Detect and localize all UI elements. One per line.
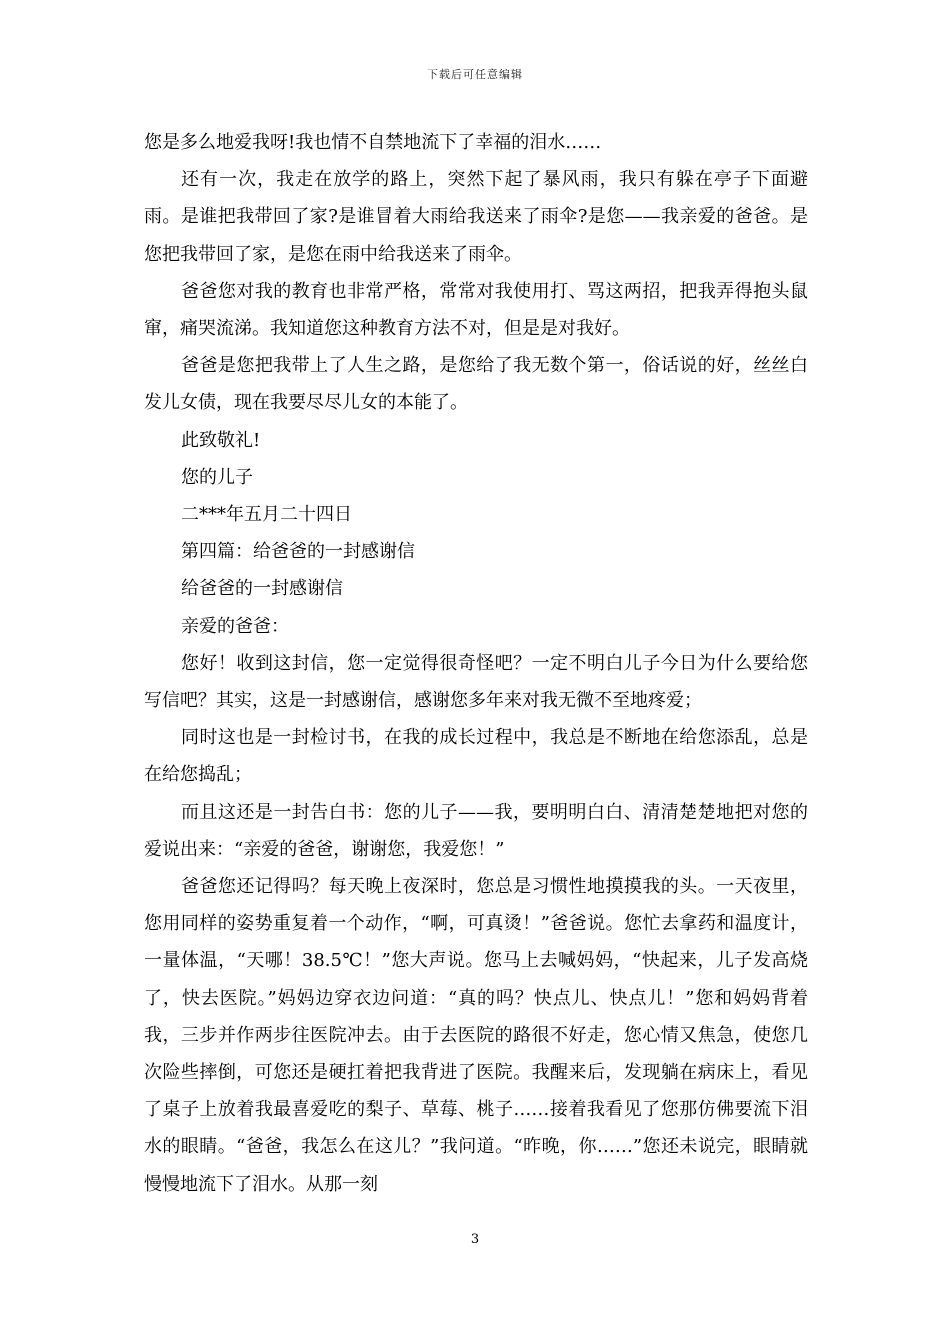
paragraph-5: 您好！收到这封信，您一定觉得很奇怪吧？一定不明白儿子今日为什么要给您写信吧？其实，这是一封感谢信，感谢您多年来对我无微不至地疼爱； xyxy=(144,652,808,712)
paragraph-4: 爸爸是您把我带上了人生之路，是您给了我无数个第一，俗话说的好，丝丝白发儿女债，现在我要尽尽儿女的本能了。 xyxy=(144,355,808,414)
letter-title: 给爸爸的一封感谢信 xyxy=(181,578,343,600)
letter-greeting: 亲爱的爸爸： xyxy=(181,615,289,637)
letter-date: 二***年五月二十四日 xyxy=(181,504,352,526)
paragraph-1: 您是多么地爱我呀!我也情不自禁地流下了幸福的泪水…… xyxy=(144,132,602,153)
paragraph-2: 还有一次，我走在放学的路上，突然下起了暴风雨，我只有躲在亭子下面避雨。是谁把我带回了家?是谁冒着大雨给我送来了雨伞?是您——我亲爱的爸爸。是您把我带回了家，是您在雨中给我送来了雨伞。 xyxy=(144,169,808,265)
page-number: 3 xyxy=(470,1232,480,1247)
paragraph-7: 而且这还是一封告白书：您的儿子——我，要明明白白、清清楚楚地把对您的爱说出来：“亲爱的爸爸，谢谢您，我爱您！” xyxy=(144,801,808,860)
paragraph-6: 同时这也是一封检讨书，在我的成长过程中，我总是不断地在给您添乱，总是在给您捣乱； xyxy=(144,727,808,786)
paragraph-3: 爸爸您对我的教育也非常严格，常常对我使用打、骂这两招，把我弄得抱头鼠窜，痛哭流涕。我知道您这种教育方法不对，但是是对我好。 xyxy=(144,280,808,340)
page-header: 下载后可任意编辑 xyxy=(427,68,523,81)
closing-salutation: 此致敬礼! xyxy=(181,429,261,451)
document-body xyxy=(144,124,808,1203)
section-heading: 第四篇：给爸爸的一封感谢信 xyxy=(181,541,415,563)
paragraph-8: 爸爸您还记得吗？每天晚上夜深时，您总是习惯性地摸摸我的头。一天夜里，您用同样的姿势重复着一个动作，“啊，可真烫！”爸爸说。您忙去拿药和温度计，一量体温，“天哪！38.5℃！”您大声说。您马上去喊妈妈，“快起来，儿子发高烧了，快去医院。”妈妈边穿衣边问道：“真的吗？快点儿、快点儿！”您和妈妈背着我，三步并作两步往医院冲去。由于去医院的路很不好走，您心情又焦急，使您几次险些摔倒，可您还是硬扛着把我背进了医院。我醒来后，发现躺在病床上，看见了桌子上放着我最喜爱吃的梨子、草莓、桃子……接着我看见了您那仿佛要流下泪水的眼睛。“爸爸，我怎么在这儿？”我问道。“昨晚，你……”您还未说完，眼睛就慢慢地流下了泪水。从那一刻 xyxy=(144,876,808,1195)
signature: 您的儿子 xyxy=(181,466,253,488)
